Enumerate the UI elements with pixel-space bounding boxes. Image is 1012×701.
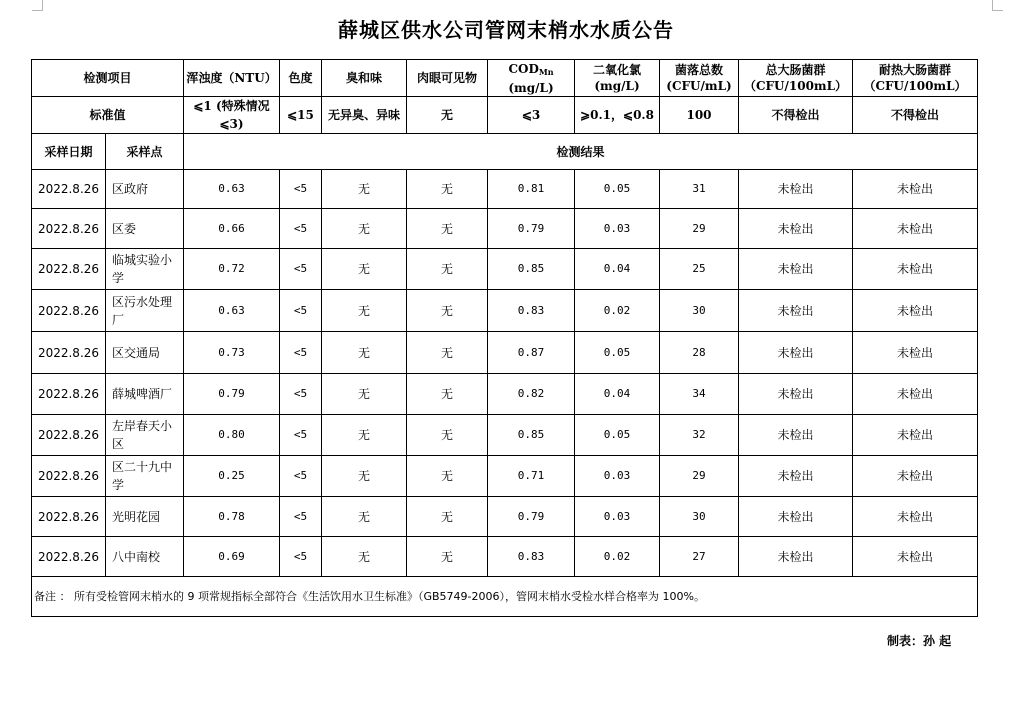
coliform-value: 未检出 [739, 497, 853, 537]
header-colony [660, 60, 739, 97]
sample-site: 区二十九中学 [106, 456, 184, 497]
colony-value: 34 [660, 374, 739, 415]
coliform-value: 未检出 [739, 209, 853, 249]
sample-date: 2022.8.26 [32, 537, 106, 577]
cod-value: 0.71 [488, 456, 575, 497]
sample-site: 左岸春天小区 [106, 415, 184, 456]
table-row [32, 209, 978, 249]
turbidity-value: 0.63 [184, 170, 280, 209]
color-value: <5 [280, 290, 322, 332]
colony-value: 30 [660, 290, 739, 332]
thermo-value: 未检出 [853, 332, 978, 374]
prepared-by: 制表：孙 起 [887, 634, 952, 648]
colony-value: 27 [660, 537, 739, 577]
standard-coliform: 不得检出 [739, 97, 853, 134]
visible-value: 无 [407, 374, 488, 415]
header-thermo-coliform [853, 60, 978, 97]
header-cod [488, 60, 575, 97]
turbidity-value: 0.72 [184, 249, 280, 290]
standard-turbidity: ⩽1 (特殊情况⩽3) [184, 97, 280, 134]
chlorine-label: 二氧化氯 [593, 63, 642, 77]
chlorine-value: 0.05 [575, 332, 660, 374]
cod-value: 0.83 [488, 537, 575, 577]
visible-value: 无 [407, 209, 488, 249]
standard-thermo: 不得检出 [853, 97, 978, 134]
thermo-value: 未检出 [853, 209, 978, 249]
header-row [32, 60, 978, 97]
visible-value: 无 [407, 332, 488, 374]
coliform-value: 未检出 [739, 537, 853, 577]
thermo-value: 未检出 [853, 497, 978, 537]
table-row [32, 290, 978, 332]
chlorine-value: 0.05 [575, 415, 660, 456]
sample-site: 区交通局 [106, 332, 184, 374]
header-visible: 肉眼可见物 [407, 60, 488, 97]
sample-date: 2022.8.26 [32, 415, 106, 456]
subheader-results: 检测结果 [184, 134, 978, 170]
standard-row [32, 97, 978, 134]
thermo-unit: （CFU/100mL） [863, 79, 967, 93]
chlorine-value: 0.05 [575, 170, 660, 209]
turbidity-value: 0.69 [184, 537, 280, 577]
chlorine-value: 0.03 [575, 209, 660, 249]
color-value: <5 [280, 374, 322, 415]
standard-chlorine: ⩾0.1，⩽0.8 [575, 97, 660, 134]
thermo-value: 未检出 [853, 374, 978, 415]
thermo-value: 未检出 [853, 249, 978, 290]
thermo-value: 未检出 [853, 415, 978, 456]
colony-value: 28 [660, 332, 739, 374]
coliform-value: 未检出 [739, 332, 853, 374]
odor-value: 无 [322, 249, 407, 290]
color-value: <5 [280, 170, 322, 209]
odor-value: 无 [322, 456, 407, 497]
cod-value: 0.85 [488, 415, 575, 456]
sample-date: 2022.8.26 [32, 209, 106, 249]
thermo-value: 未检出 [853, 170, 978, 209]
standard-cod: ⩽3 [488, 97, 575, 134]
chlorine-value: 0.03 [575, 497, 660, 537]
note-row [32, 577, 978, 617]
chlorine-value: 0.04 [575, 374, 660, 415]
cod-value: 0.87 [488, 332, 575, 374]
visible-value: 无 [407, 537, 488, 577]
turbidity-value: 0.63 [184, 290, 280, 332]
table-row [32, 332, 978, 374]
standard-colony: 100 [660, 97, 739, 134]
note-text: 备注 ： 所有受检管网末梢水的 9 项常规指标全部符合《生活饮用水卫生标准》（GB5749-2006），管网末梢水受检水样合格率为 100%。 [32, 577, 978, 617]
chlorine-value: 0.03 [575, 456, 660, 497]
color-value: <5 [280, 415, 322, 456]
color-value: <5 [280, 456, 322, 497]
odor-value: 无 [322, 332, 407, 374]
thermo-value: 未检出 [853, 537, 978, 577]
header-color: 色度 [280, 60, 322, 97]
cod-label: COD [508, 61, 539, 76]
coliform-value: 未检出 [739, 456, 853, 497]
odor-value: 无 [322, 209, 407, 249]
sample-date: 2022.8.26 [32, 374, 106, 415]
page-corner-mark-right [992, 0, 1003, 11]
turbidity-value: 0.66 [184, 209, 280, 249]
table-row [32, 415, 978, 456]
header-item: 检测项目 [32, 60, 184, 97]
table-row [32, 170, 978, 209]
odor-value: 无 [322, 537, 407, 577]
color-value: <5 [280, 249, 322, 290]
colony-label: 菌落总数 [675, 63, 724, 77]
thermo-value: 未检出 [853, 290, 978, 332]
cod-value: 0.82 [488, 374, 575, 415]
visible-value: 无 [407, 249, 488, 290]
coliform-value: 未检出 [739, 415, 853, 456]
subheader-date: 采样日期 [32, 134, 106, 170]
chlorine-value: 0.02 [575, 537, 660, 577]
sample-date: 2022.8.26 [32, 249, 106, 290]
sample-site: 区委 [106, 209, 184, 249]
table-row [32, 249, 978, 290]
table-row [32, 537, 978, 577]
coliform-value: 未检出 [739, 374, 853, 415]
standard-color: ⩽15 [280, 97, 322, 134]
thermo-label: 耐热大肠菌群 [879, 63, 952, 77]
odor-value: 无 [322, 497, 407, 537]
coliform-unit: （CFU/100mL） [743, 79, 848, 93]
coliform-label: 总大肠菌群 [765, 63, 826, 77]
cod-value: 0.85 [488, 249, 575, 290]
sample-site: 区污水处理厂 [106, 290, 184, 332]
header-turbidity: 浑浊度（NTU） [184, 60, 280, 97]
turbidity-value: 0.25 [184, 456, 280, 497]
odor-value: 无 [322, 374, 407, 415]
odor-value: 无 [322, 415, 407, 456]
coliform-value: 未检出 [739, 170, 853, 209]
colony-value: 32 [660, 415, 739, 456]
chlorine-value: 0.02 [575, 290, 660, 332]
chlorine-unit: (mg/L) [594, 79, 640, 93]
document-title: 薛城区供水公司管网末梢水水质公告 [338, 18, 674, 42]
colony-value: 25 [660, 249, 739, 290]
coliform-value: 未检出 [739, 249, 853, 290]
thermo-value: 未检出 [853, 456, 978, 497]
cod-value: 0.81 [488, 170, 575, 209]
standard-label: 标准值 [32, 97, 184, 134]
color-value: <5 [280, 332, 322, 374]
colony-unit: (CFU/mL) [666, 79, 732, 93]
sample-site: 薛城啤酒厂 [106, 374, 184, 415]
sample-date: 2022.8.26 [32, 170, 106, 209]
table-row [32, 456, 978, 497]
sample-site: 光明花园 [106, 497, 184, 537]
odor-value: 无 [322, 290, 407, 332]
water-quality-table [31, 59, 978, 617]
colony-value: 29 [660, 209, 739, 249]
cod-value: 0.83 [488, 290, 575, 332]
header-odor: 臭和味 [322, 60, 407, 97]
colony-value: 30 [660, 497, 739, 537]
coliform-value: 未检出 [739, 290, 853, 332]
header-coliform [739, 60, 853, 97]
table-row [32, 497, 978, 537]
subheader-row [32, 134, 978, 170]
standard-odor: 无异臭、异味 [322, 97, 407, 134]
colony-value: 31 [660, 170, 739, 209]
colony-value: 29 [660, 456, 739, 497]
chlorine-value: 0.04 [575, 249, 660, 290]
sample-site: 区政府 [106, 170, 184, 209]
cod-value: 0.79 [488, 209, 575, 249]
sample-date: 2022.8.26 [32, 290, 106, 332]
sample-date: 2022.8.26 [32, 456, 106, 497]
standard-visible: 无 [407, 97, 488, 134]
page-corner-mark-left [32, 0, 43, 11]
turbidity-value: 0.79 [184, 374, 280, 415]
color-value: <5 [280, 209, 322, 249]
color-value: <5 [280, 537, 322, 577]
turbidity-value: 0.78 [184, 497, 280, 537]
color-value: <5 [280, 497, 322, 537]
cod-unit: (mg/L) [508, 80, 554, 95]
turbidity-value: 0.73 [184, 332, 280, 374]
sample-date: 2022.8.26 [32, 497, 106, 537]
table-row [32, 374, 978, 415]
header-chlorine-dioxide [575, 60, 660, 97]
visible-value: 无 [407, 290, 488, 332]
cod-value: 0.79 [488, 497, 575, 537]
cod-subscript: Mn [538, 66, 554, 77]
turbidity-value: 0.80 [184, 415, 280, 456]
odor-value: 无 [322, 170, 407, 209]
visible-value: 无 [407, 170, 488, 209]
sample-site: 八中南校 [106, 537, 184, 577]
visible-value: 无 [407, 456, 488, 497]
sample-site: 临城实验小学 [106, 249, 184, 290]
visible-value: 无 [407, 497, 488, 537]
subheader-site: 采样点 [106, 134, 184, 170]
visible-value: 无 [407, 415, 488, 456]
sample-date: 2022.8.26 [32, 332, 106, 374]
